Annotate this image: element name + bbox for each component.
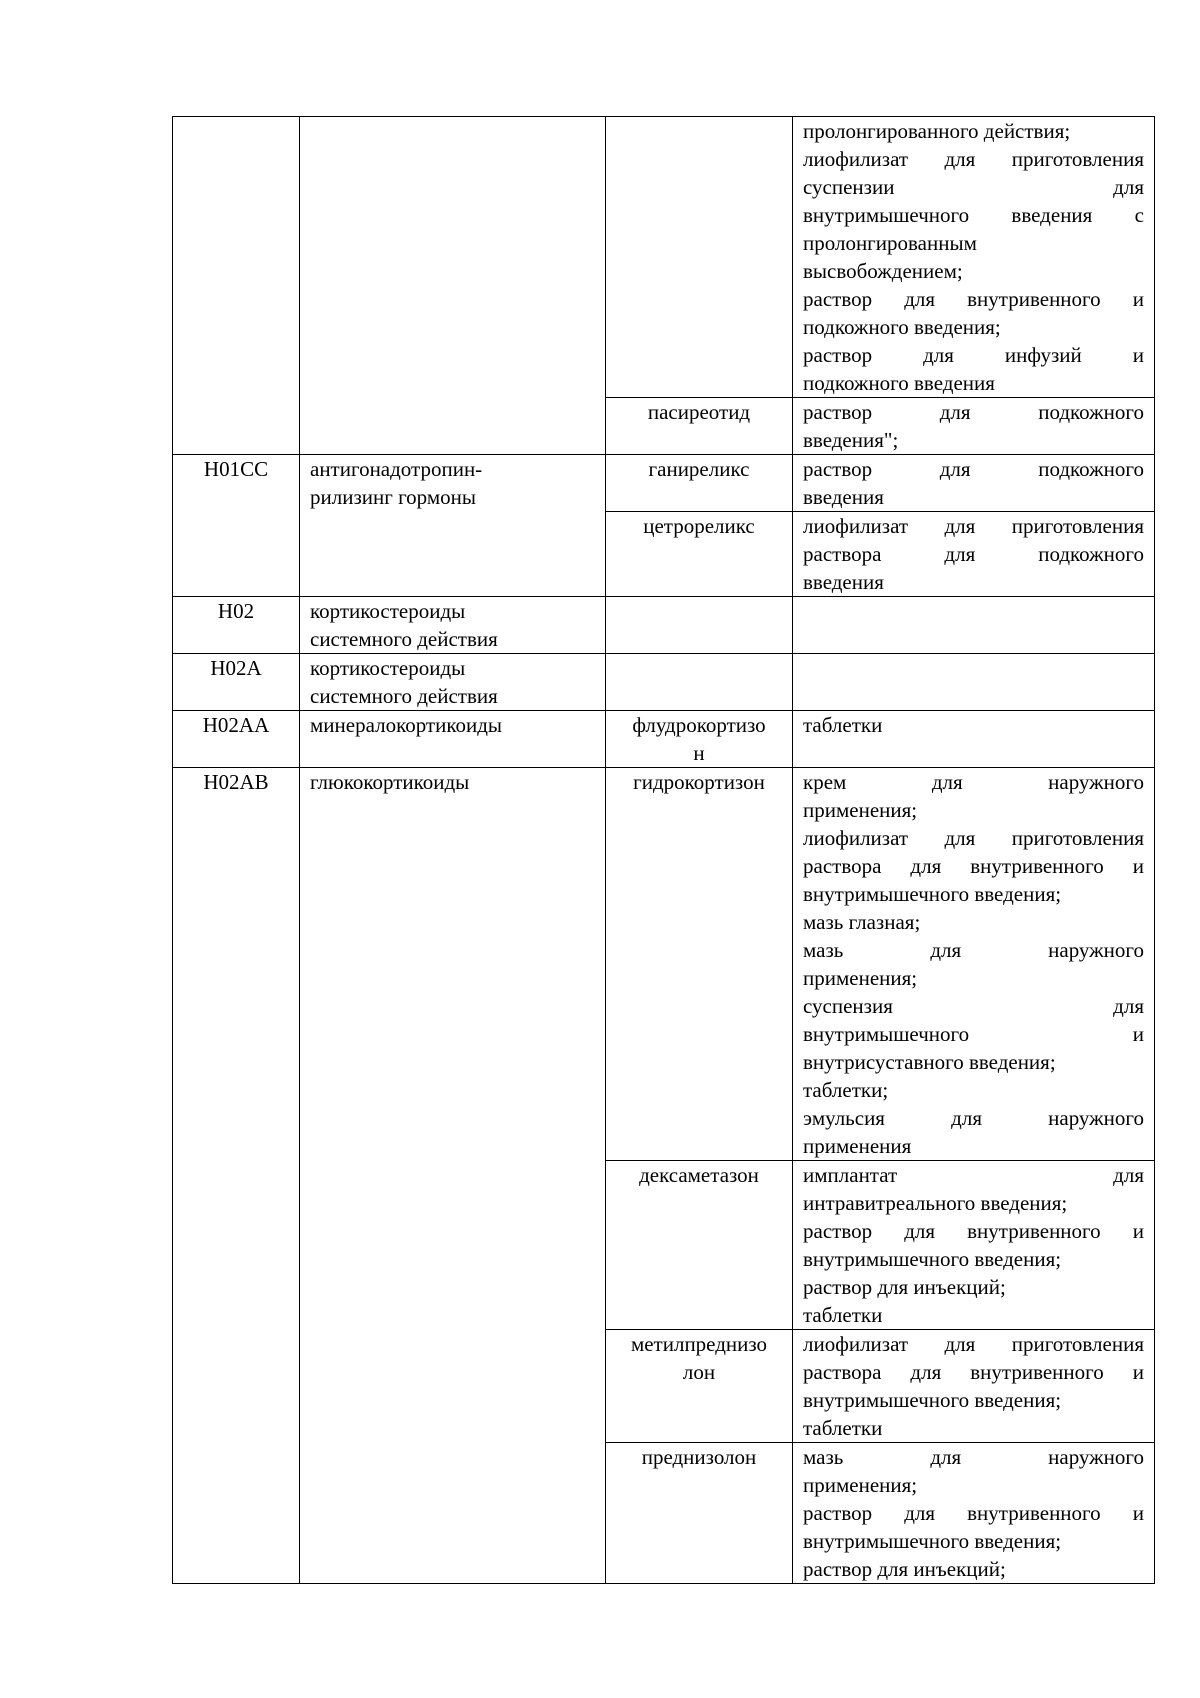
dosage-form-line: лиофилизат для приготовления — [803, 826, 1144, 850]
drug-name-cell — [606, 117, 793, 398]
dosage-form-line: внутримышечного введения; — [803, 1247, 1062, 1271]
dosage-form-cell — [793, 711, 1155, 768]
dosage-form-line: лиофилизат для приготовления — [803, 514, 1144, 538]
table-row — [173, 117, 1155, 398]
dosage-form-line: мазь для наружного — [803, 938, 1144, 962]
dosage-form-cell — [793, 597, 1155, 654]
dosage-form-cell — [793, 117, 1155, 398]
atc-group-cell — [300, 117, 606, 455]
dosage-form-line: применения; — [803, 966, 918, 990]
dosage-form-line: раствор для инъекций; — [803, 1275, 1006, 1299]
dosage-form-line: раствора для подкожного — [803, 542, 1144, 566]
atc-code-cell: H01CC — [173, 455, 300, 597]
group-line: минералокортикоиды — [310, 713, 503, 737]
atc-group-cell — [300, 597, 606, 654]
dosage-form-line: раствор для внутривенного и — [803, 1501, 1144, 1525]
drug-name-line: гидрокортизон — [633, 770, 765, 794]
dosage-form-cell — [793, 1443, 1155, 1584]
atc-code-cell: H02AA — [173, 711, 300, 768]
dosage-form-line: внутримышечного введения; — [803, 1529, 1062, 1553]
dosage-form-line: крем для наружного — [803, 770, 1144, 794]
dosage-form-line: имплантат для — [803, 1163, 1144, 1187]
drug-name-cell — [606, 768, 793, 1161]
dosage-form-cell — [793, 1161, 1155, 1330]
dosage-form-line: применения; — [803, 798, 918, 822]
dosage-form-line: таблетки — [803, 713, 883, 737]
dosage-form-line: пролонгированным — [803, 231, 977, 255]
dosage-form-line: раствор для подкожного — [803, 400, 1144, 424]
group-line: кортикостероиды — [310, 656, 466, 680]
dosage-form-line: мазь глазная; — [803, 910, 921, 934]
dosage-form-cell — [793, 1330, 1155, 1443]
dosage-form-line: раствора для внутривенного и — [803, 854, 1144, 878]
drug-name-line: преднизолон — [641, 1445, 757, 1469]
dosage-form-line: введения — [803, 570, 884, 594]
dosage-form-cell — [793, 455, 1155, 512]
atc-code-cell: H02AB — [173, 768, 300, 1584]
dosage-form-line: применения; — [803, 1473, 918, 1497]
drug-name-cell — [606, 654, 793, 711]
group-line: системного действия — [310, 684, 498, 708]
table-row — [173, 768, 1155, 1161]
dosage-form-line: лиофилизат для приготовления — [803, 1332, 1144, 1356]
dosage-form-line: применения — [803, 1134, 912, 1158]
drug-name-cell — [606, 398, 793, 455]
drug-name-line: цетрореликс — [643, 514, 755, 538]
dosage-form-line: внутрисуставного введения; — [803, 1050, 1056, 1074]
atc-group-cell — [300, 768, 606, 1584]
dosage-form-line: суспензии для — [803, 175, 1144, 199]
dosage-form-cell — [793, 512, 1155, 597]
table-row — [173, 455, 1155, 512]
drug-name-cell — [606, 512, 793, 597]
group-line: глюкокортикоиды — [310, 770, 470, 794]
drug-name-line: ганиреликс — [648, 457, 750, 481]
table-row — [173, 597, 1155, 654]
drug-name-cell — [606, 1161, 793, 1330]
dosage-form-line: раствор для внутривенного и — [803, 287, 1144, 311]
dosage-form-line: раствор для внутривенного и — [803, 1219, 1144, 1243]
dosage-form-line: пролонгированного действия; — [803, 119, 1071, 143]
dosage-form-cell — [793, 398, 1155, 455]
drug-name-line: лон — [682, 1360, 716, 1384]
drug-name-line: флудрокортизо — [632, 713, 766, 737]
atc-group-cell — [300, 654, 606, 711]
drug-name-line: дексаметазон — [639, 1163, 759, 1187]
drug-name-line: метилпреднизо — [630, 1332, 768, 1356]
dosage-form-line: раствор для инфузий и — [803, 343, 1144, 367]
drug-name-line: пасиреотид — [647, 400, 751, 424]
dosage-form-line: внутримышечного и — [803, 1022, 1144, 1046]
dosage-form-line: внутримышечного введения; — [803, 882, 1062, 906]
dosage-form-line: эмульсия для наружного — [803, 1106, 1144, 1130]
drug-name-cell — [606, 1443, 793, 1584]
table-row — [173, 654, 1155, 711]
atc-code-cell: H02 — [173, 597, 300, 654]
dosage-form-line: мазь для наружного — [803, 1445, 1144, 1469]
dosage-form-line: суспензия для — [803, 994, 1144, 1018]
dosage-form-line: лиофилизат для приготовления — [803, 147, 1144, 171]
atc-code-cell — [173, 117, 300, 455]
group-line: кортикостероиды — [310, 599, 466, 623]
dosage-form-cell — [793, 654, 1155, 711]
dosage-form-line: введения"; — [803, 428, 899, 452]
dosage-form-line: интравитреального введения; — [803, 1191, 1068, 1215]
group-line: антигонадотропин- — [310, 457, 483, 481]
dosage-form-line: внутримышечного введения с — [803, 203, 1144, 227]
dosage-form-line: таблетки; — [803, 1078, 889, 1102]
drug-name-cell — [606, 1330, 793, 1443]
dosage-form-line: введения — [803, 485, 884, 509]
drug-name-cell — [606, 455, 793, 512]
drug-table — [172, 116, 1155, 1584]
group-line: системного действия — [310, 627, 498, 651]
atc-code-cell: H02A — [173, 654, 300, 711]
dosage-form-line: таблетки — [803, 1303, 883, 1327]
dosage-form-line: таблетки — [803, 1416, 883, 1440]
atc-group-cell — [300, 455, 606, 597]
table-row — [173, 711, 1155, 768]
drug-table-body — [173, 117, 1155, 1584]
dosage-form-line: подкожного введения — [803, 371, 995, 395]
dosage-form-line: внутримышечного введения; — [803, 1388, 1062, 1412]
drug-name-line: н — [693, 741, 705, 765]
dosage-form-line: раствор для подкожного — [803, 457, 1144, 481]
atc-group-cell — [300, 711, 606, 768]
drug-name-cell — [606, 711, 793, 768]
dosage-form-line: подкожного введения; — [803, 315, 1001, 339]
dosage-form-line: раствор для инъекций; — [803, 1557, 1006, 1581]
dosage-form-line: раствора для внутривенного и — [803, 1360, 1144, 1384]
group-line: рилизинг гормоны — [310, 485, 477, 509]
dosage-form-cell — [793, 768, 1155, 1161]
drug-name-cell — [606, 597, 793, 654]
dosage-form-line: высвобождением; — [803, 259, 963, 283]
